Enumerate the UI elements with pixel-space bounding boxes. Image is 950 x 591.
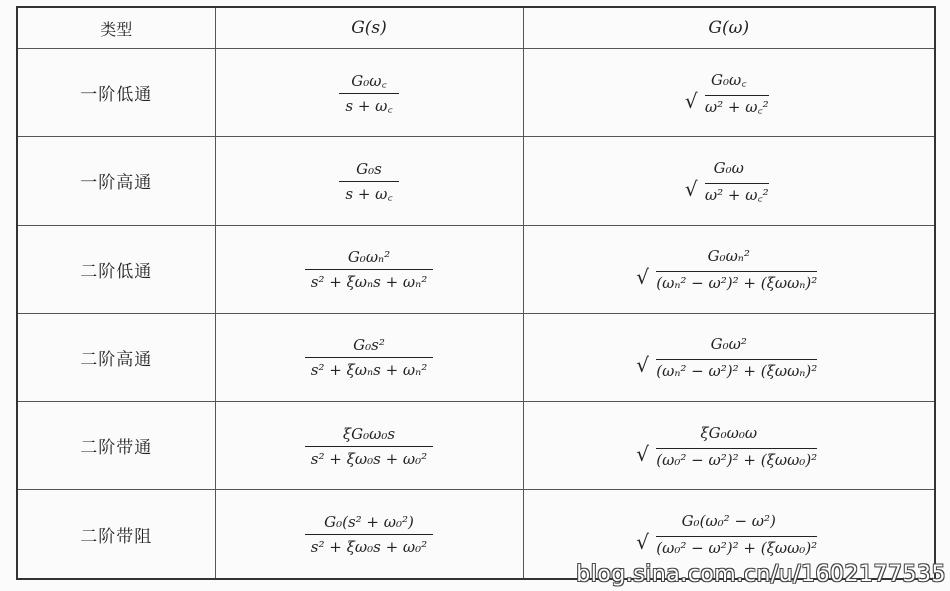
gs-numerator: G₀ω꜀ [351,71,387,90]
filter-type-cell: 一阶高通 [17,137,215,225]
table-row [17,49,935,137]
gs-cell [215,137,523,225]
gw-radicand: (ωₙ² − ω²)² + (ξωωₙ)² [656,271,817,292]
gw-fraction [634,335,823,380]
gw-fraction [683,159,775,204]
gw-numerator: G₀(ω₀² − ω²) [681,512,776,531]
gw-fraction [634,512,823,557]
gw-numerator: ξG₀ω₀ω [700,423,758,442]
filter-type-cell: 一阶低通 [17,49,215,137]
gw-fraction [683,71,775,116]
gs-fraction [339,72,398,115]
gw-radicand: (ω₀² − ω²)² + (ξωω₀)² [656,536,817,557]
gs-denominator: s² + ξω₀s + ω₀² [305,534,433,556]
gw-fraction [634,247,823,292]
gs-fraction [305,513,433,556]
gw-numerator: G₀ω [713,158,744,177]
gw-cell [523,402,935,490]
gs-numerator: G₀s [356,159,382,178]
gs-denominator: s² + ξω₀s + ω₀² [305,446,433,468]
filter-transfer-function-table [16,6,936,580]
gs-fraction [305,248,434,291]
gw-cell [523,49,935,137]
filter-type-cell: 二阶带通 [17,402,215,490]
gs-numerator: G₀ωₙ² [347,248,391,267]
header-type: 类型 [17,7,215,49]
filter-type-cell: 二阶带阻 [17,490,215,579]
gw-denominator [683,92,775,116]
gw-numerator: G₀ω꜀ [711,70,747,89]
gw-numerator: G₀ω² [710,335,747,354]
gw-cell [523,313,935,401]
gs-cell [215,402,523,490]
gw-radicand: ω² + ω꜀² [705,95,769,116]
filter-type-cell: 二阶低通 [17,225,215,313]
gs-numerator: ξG₀ω₀s [342,424,396,443]
gs-denominator: s² + ξωₙs + ωₙ² [305,357,434,379]
gw-denominator [634,533,823,557]
gs-denominator: s² + ξωₙs + ωₙ² [305,269,434,291]
gs-fraction [339,160,398,203]
gs-numerator: G₀s² [353,336,385,355]
gs-cell [215,225,523,313]
gw-numerator: G₀ωₙ² [707,247,750,266]
header-gw: G(ω) [523,7,935,49]
table-row [17,225,935,313]
gw-denominator [634,445,823,469]
gs-fraction [305,336,434,379]
table-row [17,402,935,490]
gw-cell [523,225,935,313]
gw-fraction [634,424,823,469]
gs-cell [215,490,523,579]
gw-denominator [634,268,823,292]
header-gs: G(s) [215,7,523,49]
gs-fraction [305,425,433,468]
gs-denominator: s + ω꜀ [339,181,398,203]
gw-denominator [634,356,823,380]
gw-radicand: (ωₙ² − ω²)² + (ξωωₙ)² [656,359,817,380]
gs-denominator: s + ω꜀ [339,93,398,115]
gw-cell [523,137,935,225]
watermark-text: blog.sina.com.cn/u/1602177535 [576,562,946,587]
gw-denominator [683,180,775,204]
table-header-row [17,7,935,49]
table-row [17,137,935,225]
table-row [17,313,935,401]
filter-type-cell: 二阶高通 [17,313,215,401]
gs-cell [215,313,523,401]
gw-radicand: ω² + ω꜀² [705,183,769,204]
gw-radicand: (ω₀² − ω²)² + (ξωω₀)² [656,448,817,469]
gs-numerator: G₀(s² + ω₀²) [324,513,414,532]
gs-cell [215,49,523,137]
